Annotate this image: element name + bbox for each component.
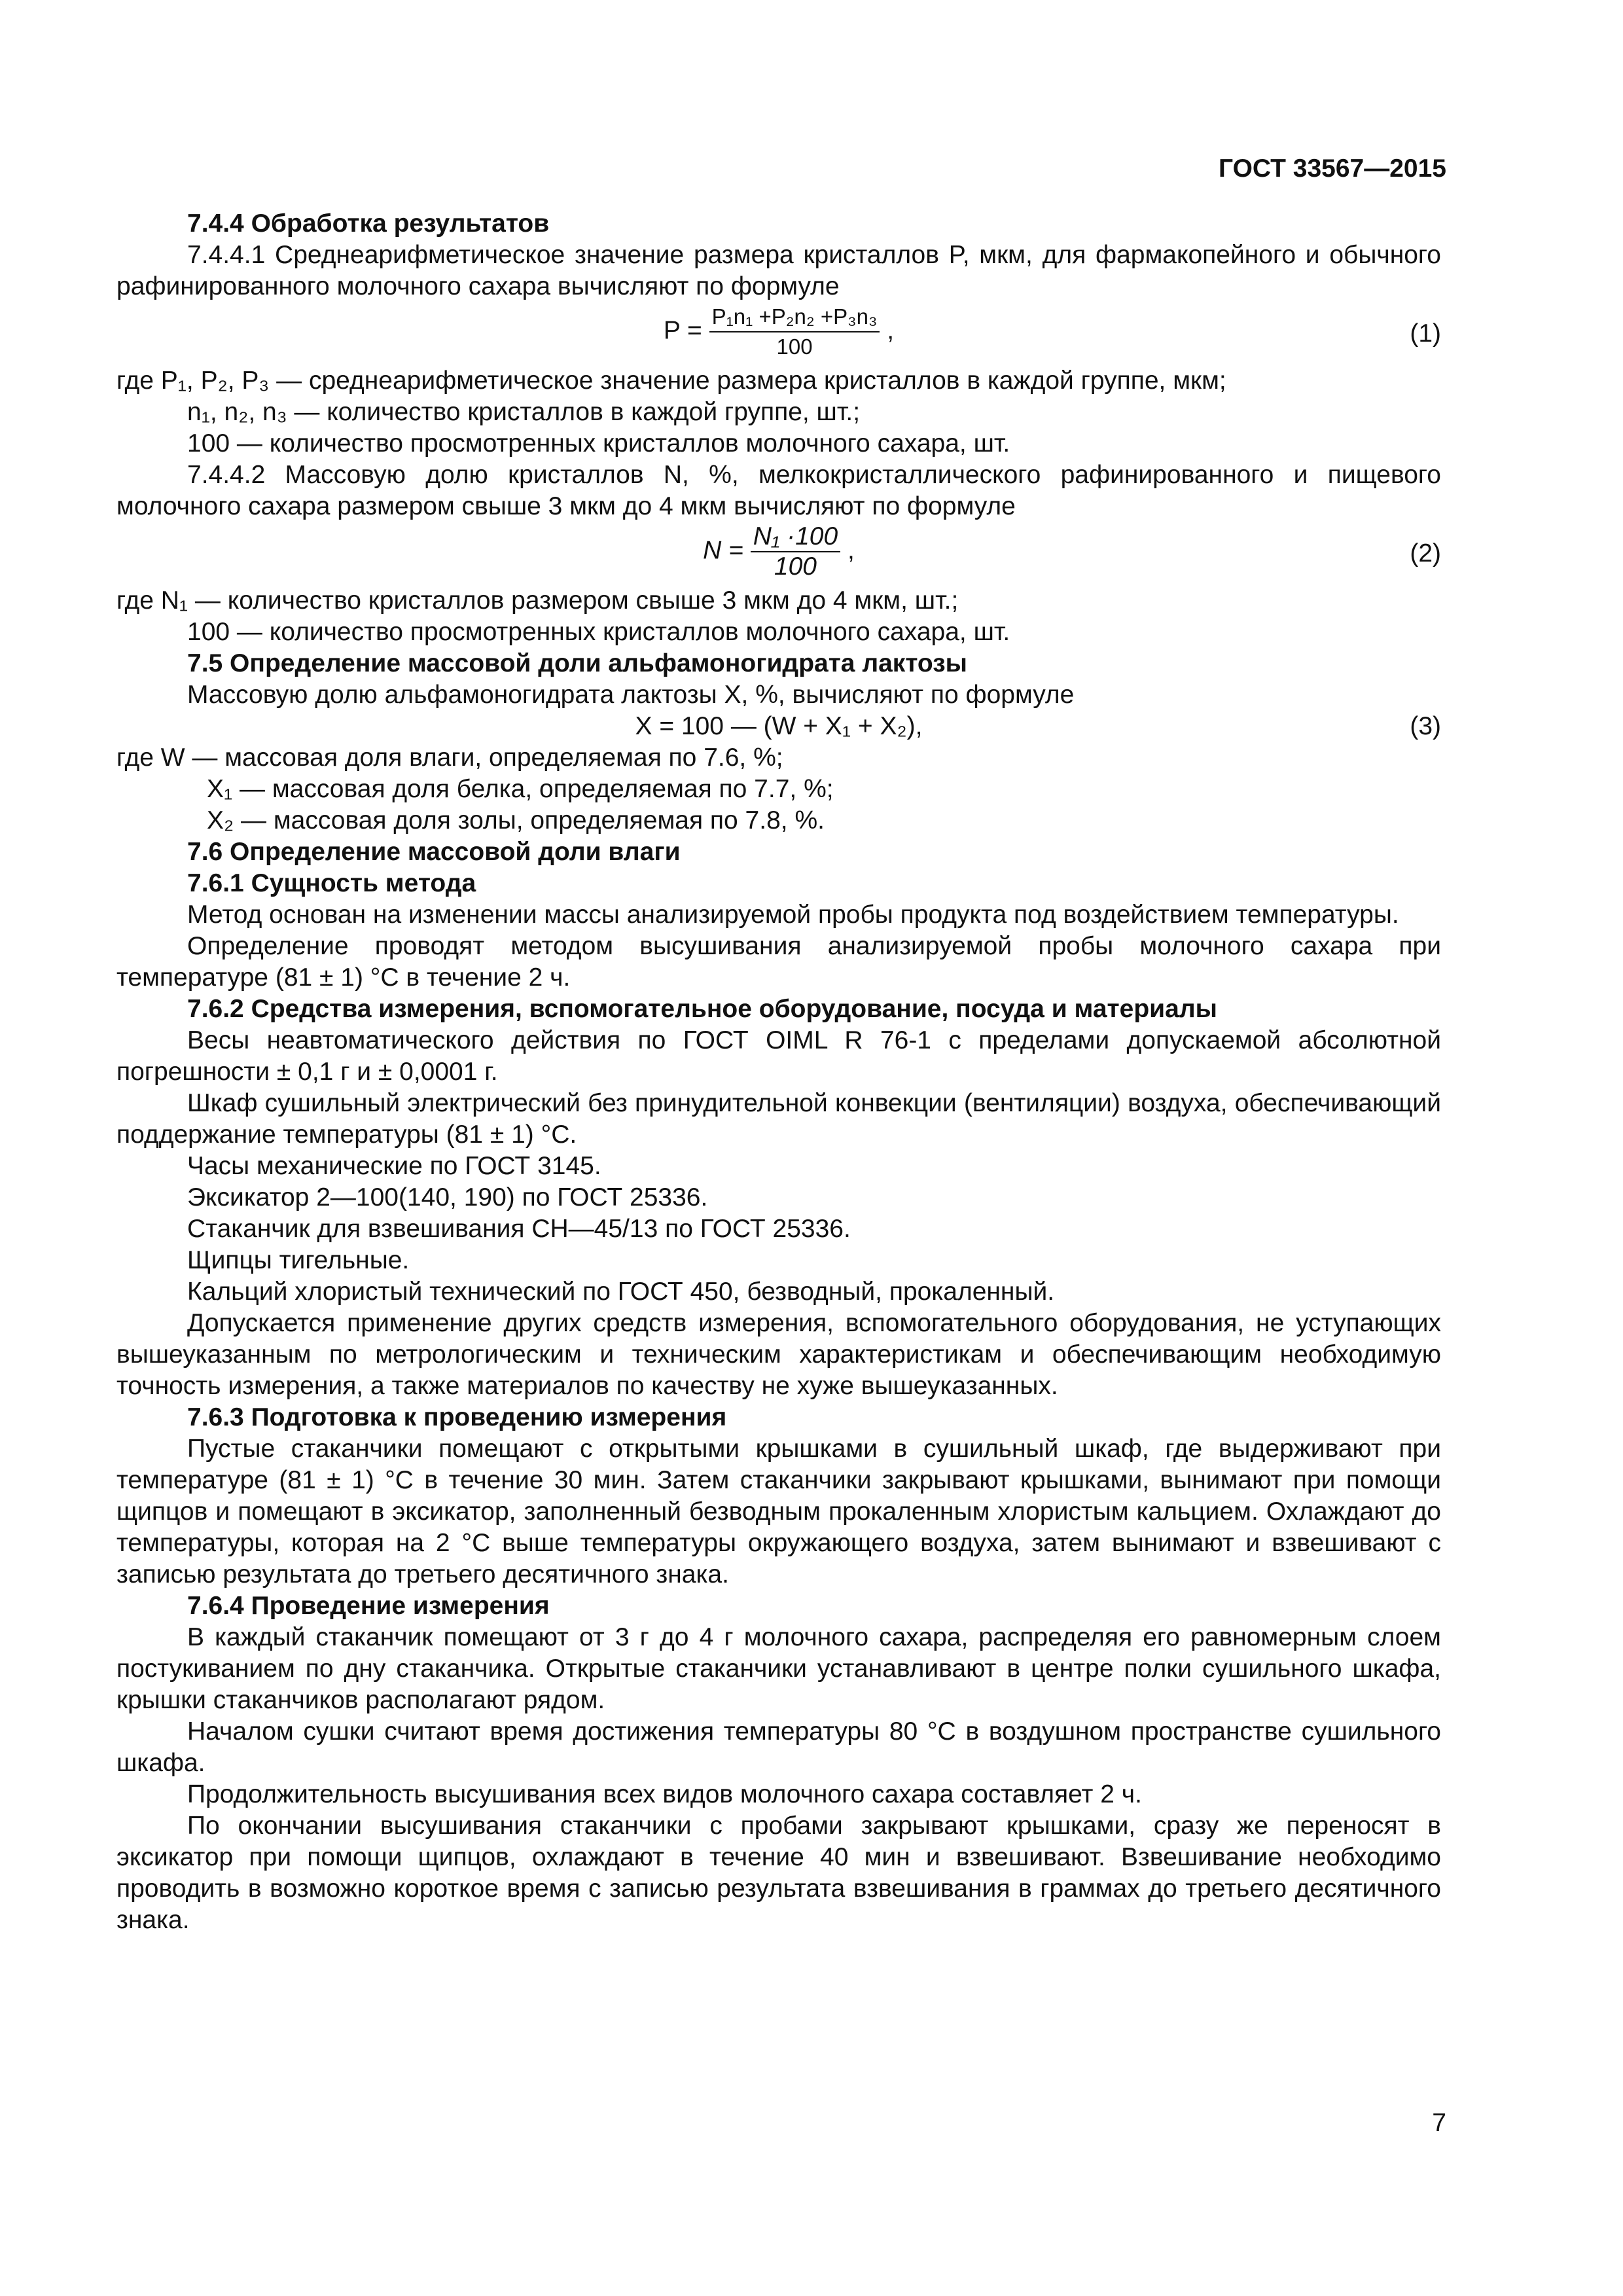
procedure-item: По окончании высушивания стаканчики с пробами закрывают крышками, сразу же переносят в эксикатор при помощи щипцов, охлаждают в течение 40 мин и взвешивают. Взвешивание необходимо проводить в возможно короткое время с записью результата взвешивания в граммах до третьего десятичного знака.: [116, 1812, 1441, 1934]
formula-2-fraction: [751, 522, 840, 581]
section-7-6-title: 7.6 Определение массовой доли влаги: [187, 838, 681, 866]
formula-2: [116, 522, 1441, 585]
paragraph-7-6-1-a: Метод основан на изменении массы анализируемой пробы продукта под воздействием температуры.: [187, 901, 1399, 929]
section-7-6-1-title: 7.6.1 Сущность метода: [187, 869, 476, 897]
document-body: [116, 208, 1441, 1936]
equipment-item: Часы механические по ГОСТ 3145.: [187, 1152, 601, 1180]
paragraph-7-4-4-1: 7.4.4.1 Среднеарифметическое значение размера кристаллов P, мкм, для фармакопейного и обычного рафинированного молочного сахара вычисляют по формуле: [116, 241, 1441, 300]
formula-3-body: X = 100 — (W + X₁ + X₂),: [635, 712, 923, 740]
formula-1-denominator: 100: [776, 334, 813, 359]
equipment-item: Эксикатор 2—100(140, 190) по ГОСТ 25336.: [187, 1183, 708, 1211]
procedure-item: В каждый стаканчик помещают от 3 г до 4 г молочного сахара, распределяя его равномерным слоем постукиванием по дну стаканчика. Открытые стаканчики устанавливают в центре полки сушильного шкафа, крышки стаканчиков располагают рядом.: [116, 1623, 1441, 1714]
equipment-item: Стаканчик для взвешивания СН—45/13 по ГОСТ 25336.: [187, 1215, 851, 1243]
where-3-line-1: где W — массовая доля влаги, определяемая по 7.6, %;: [116, 744, 783, 772]
paragraph-7-5: Массовую долю альфамоногидрата лактозы X, %, вычисляют по формуле: [187, 681, 1075, 709]
paragraph-7-4-4-2: 7.4.4.2 Массовую долю кристаллов N, %, мелкокристаллического рафинированного и пищевого молочного сахара размером свыше 3 мкм до 4 мкм вычисляют по формуле: [116, 461, 1441, 520]
page-number: 7: [1432, 2109, 1446, 2137]
standard-header: ГОСТ 33567—2015: [1219, 154, 1446, 183]
formula-2-comma: ,: [847, 536, 855, 565]
formula-1-number: (1): [1410, 319, 1441, 348]
section-7-6-4-title: 7.6.4 Проведение измерения: [187, 1592, 550, 1620]
equipment-item: Весы неавтоматического действия по ГОСТ OIML R 76-1 с пределами допускаемой абсолютной погрешности ± 0,1 г и ± 0,0001 г.: [116, 1026, 1441, 1086]
formula-3-number: (3): [1410, 712, 1441, 740]
where-1-line-1: где P₁, P₂, P₃ — среднеарифметическое значение размера кристаллов в каждой группе, мкм;: [116, 367, 1226, 395]
where-2-line-2: 100 — количество просмотренных кристаллов молочного сахара, шт.: [187, 618, 1010, 646]
formula-1-numerator: P₁n₁ +P₂n₂ +P₃n₃: [709, 302, 880, 332]
formula-2-numerator: N₁ ·100: [751, 522, 840, 552]
paragraph-7-6-1-b: Определение проводят методом высушивания анализируемой пробы молочного сахара при температуре (81 ± 1) °С в течение 2 ч.: [116, 932, 1441, 992]
section-7-6-2-title: 7.6.2 Средства измерения, вспомогательное оборудование, посуда и материалы: [187, 995, 1217, 1023]
section-7-5-title: 7.5 Определение массовой доли альфамоногидрата лактозы: [187, 649, 967, 677]
where-1-line-3: 100 — количество просмотренных кристаллов молочного сахара, шт.: [187, 429, 1010, 457]
where-1-line-2: n₁, n₂, n₃ — количество кристаллов в каждой группе, шт.;: [187, 398, 861, 426]
formula-2-lhs: N =: [703, 536, 743, 565]
where-2-line-1: где N₁ — количество кристаллов размером свыше 3 мкм до 4 мкм, шт.;: [116, 586, 959, 615]
formula-2-denominator: 100: [774, 552, 817, 581]
equipment-item: Щипцы тигельные.: [187, 1246, 410, 1274]
procedure-item: Продолжительность высушивания всех видов молочного сахара составляет 2 ч.: [187, 1780, 1142, 1808]
formula-1: [116, 302, 1441, 365]
paragraph-7-6-3: Пустые стаканчики помещают с открытыми крышками в сушильный шкаф, где выдерживают при температуре (81 ± 1) °С в течение 30 мин. Затем стаканчики закрывают крышками, вынимают при помощи щипцов и помещают в эксикатор, заполненный безводным прокаленным хлористым кальцием. Охлаждают до температуры, которая на 2 °С выше температуры окружающего воздуха, затем вынимают и взвешивают с записью результата до третьего десятичного знака.: [116, 1435, 1441, 1588]
equipment-item: Кальций хлористый технический по ГОСТ 450, безводный, прокаленный.: [187, 1278, 1055, 1306]
formula-1-lhs: P =: [663, 316, 702, 345]
section-7-6-3-title: 7.6.3 Подготовка к проведению измерения: [187, 1403, 727, 1431]
where-3-line-3: X₂ — массовая доля золы, определяемая по 7.8, %.: [207, 806, 825, 834]
formula-1-comma: ,: [887, 316, 895, 345]
formula-2-number: (2): [1410, 539, 1441, 567]
equipment-item: Допускается применение других средств измерения, вспомогательного оборудования, не уступающих вышеуказанным по метрологическим и техническим характеристикам и обеспечивающим необходимую точность измерения, а также материалов по качеству не хуже вышеуказанных.: [116, 1309, 1441, 1400]
equipment-item: Шкаф сушильный электрический без принудительной конвекции (вентиляции) воздуха, обеспечивающий поддержание температуры (81 ± 1) °С.: [116, 1089, 1441, 1149]
procedure-item: Началом сушки считают время достижения температуры 80 °С в воздушном пространстве сушильного шкафа.: [116, 1717, 1441, 1777]
formula-1-fraction: [709, 302, 880, 361]
where-3-line-2: X₁ — массовая доля белка, определяемая по 7.7, %;: [207, 775, 834, 803]
formula-3: [116, 711, 1441, 742]
section-7-4-4-title: 7.4.4 Обработка результатов: [187, 209, 550, 238]
